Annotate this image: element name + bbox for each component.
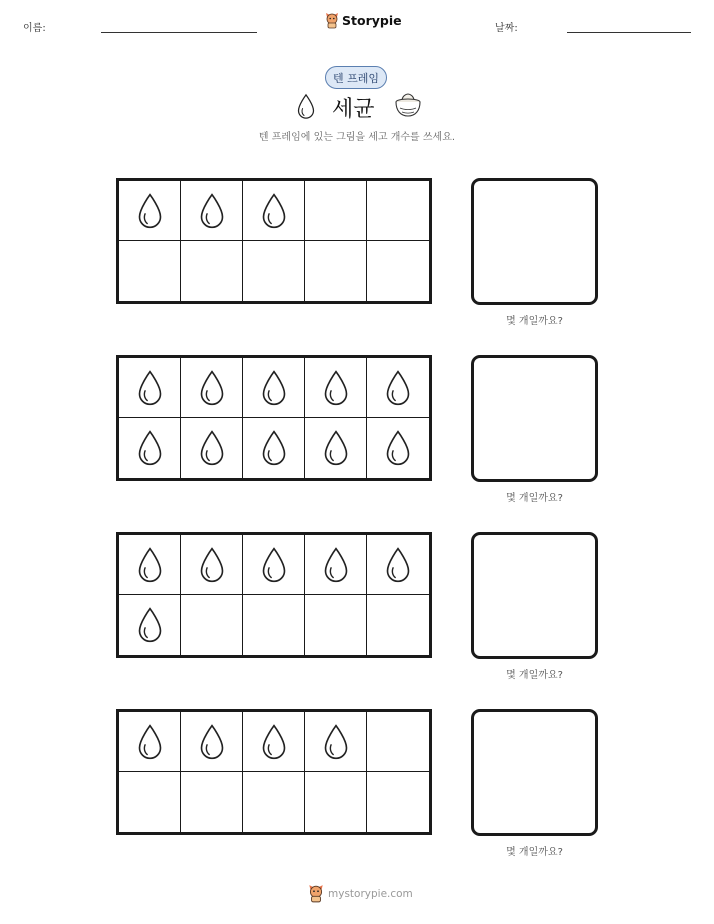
answer-box-2[interactable] [471,355,598,482]
answer-box-4[interactable] [471,709,598,836]
water-drop-icon [136,546,164,584]
water-drop-icon [136,723,164,761]
frame-cell [305,418,367,478]
instructions: 텐 프레임에 있는 그림을 세고 개수를 쓰세요. [258,132,456,143]
water-drop-icon [136,606,164,644]
frame-cell [305,358,367,418]
name-label: 이름: [23,23,46,34]
frame-cell [181,595,243,655]
frame-cell [243,181,305,241]
water-drop-icon [384,429,412,467]
water-drop-icon [384,369,412,407]
footer-url: mystorypie.com [328,887,413,900]
frame-cell [181,772,243,832]
water-drop-icon [296,93,316,120]
frame-cell [305,772,367,832]
frame-cell [181,535,243,595]
frame-cell [243,358,305,418]
water-drop-icon [260,369,288,407]
water-drop-icon [136,429,164,467]
water-drop-icon [322,369,350,407]
frame-cell [243,772,305,832]
water-drop-icon [136,192,164,230]
frame-cell [243,595,305,655]
water-drop-icon [198,546,226,584]
bowl-icon [393,93,423,119]
count-question-4: 몇 개일까요? [506,847,563,858]
frame-cell [119,358,181,418]
water-drop-icon [260,429,288,467]
water-drop-icon [136,369,164,407]
frame-cell [367,418,429,478]
frame-cell [367,535,429,595]
ten-frame-1 [116,178,432,304]
frame-cell [367,595,429,655]
frame-cell [367,181,429,241]
frame-cell [181,418,243,478]
frame-cell [119,181,181,241]
answer-box-1[interactable] [471,178,598,305]
count-question-3: 몇 개일까요? [506,670,563,681]
water-drop-icon [260,546,288,584]
page-title: 세균 [332,97,375,122]
frame-cell [181,712,243,772]
topic-pill: 텐 프레임 [325,66,387,89]
count-question-2: 몇 개일까요? [506,493,563,504]
water-drop-icon [384,546,412,584]
frame-cell [181,181,243,241]
water-drop-icon [198,369,226,407]
count-question-1: 몇 개일까요? [506,316,563,327]
water-drop-icon [322,546,350,584]
frame-cell [305,181,367,241]
frame-cell [119,241,181,301]
water-drop-icon [198,429,226,467]
water-drop-icon [260,723,288,761]
frame-cell [305,712,367,772]
water-drop-icon [322,723,350,761]
frame-cell [119,712,181,772]
frame-cell [119,772,181,832]
answer-box-3[interactable] [471,532,598,659]
water-drop-icon [260,192,288,230]
mascot-icon [308,884,324,903]
frame-cell [305,595,367,655]
footer [308,884,413,903]
water-drop-icon [322,429,350,467]
frame-cell [243,712,305,772]
brand-logo [325,12,402,29]
frame-cell [243,241,305,301]
frame-cell [367,241,429,301]
date-field[interactable] [567,32,691,33]
frame-cell [367,712,429,772]
mascot-icon [325,12,339,29]
frame-cell [181,241,243,301]
frame-cell [181,358,243,418]
name-field[interactable] [101,32,257,33]
ten-frame-4 [116,709,432,835]
frame-cell [243,418,305,478]
frame-cell [367,772,429,832]
frame-cell [305,535,367,595]
brand-name: Storypie [342,13,402,28]
water-drop-icon [198,723,226,761]
frame-cell [119,595,181,655]
date-label: 날짜: [495,23,518,34]
frame-cell [367,358,429,418]
water-drop-icon [198,192,226,230]
frame-cell [305,241,367,301]
ten-frame-2 [116,355,432,481]
frame-cell [243,535,305,595]
ten-frame-3 [116,532,432,658]
frame-cell [119,535,181,595]
frame-cell [119,418,181,478]
